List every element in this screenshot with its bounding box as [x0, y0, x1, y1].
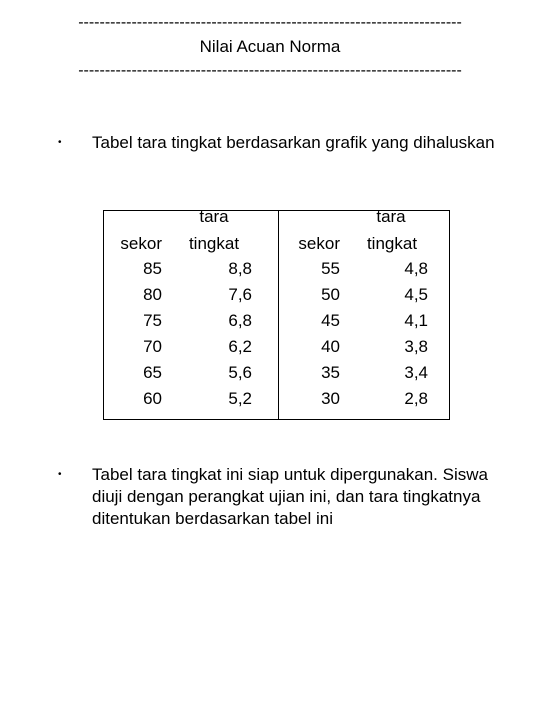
bullet-text-2: Tabel tara tingkat ini siap untuk dipergunakan. Siswa diuji dengan perangkat ujian ini, dan tara tingkatnya ditentukan berdasarkan tabel ini: [92, 465, 488, 528]
table-cell: 8,8: [228, 259, 252, 278]
header-left-tara: tara: [199, 207, 229, 226]
header-left-sekor: sekor: [120, 234, 162, 253]
table-cell: 7,6: [228, 285, 252, 304]
header-right-tara: tara: [376, 207, 406, 226]
table-cell: 55: [321, 259, 340, 278]
top-dashed-rule: ------------------------------------------------------------------------: [78, 14, 462, 31]
table-cell: 65: [143, 363, 162, 382]
table-cell: 35: [321, 363, 340, 382]
score-table: [103, 207, 450, 420]
table-cell: 3,8: [404, 337, 428, 356]
table-cell: 4,8: [404, 259, 428, 278]
bottom-dashed-rule: ------------------------------------------------------------------------: [78, 62, 462, 79]
header-right-sekor: sekor: [298, 234, 340, 253]
table-cell: 2,8: [404, 389, 428, 408]
table-cell: 3,4: [404, 363, 428, 382]
table-cell: 6,8: [228, 311, 252, 330]
table-cell: 4,1: [404, 311, 428, 330]
bullet-icon: •: [58, 469, 62, 480]
header-right-tingkat: tingkat: [366, 234, 418, 253]
table-cell: 60: [143, 389, 162, 408]
table-cell: 80: [143, 285, 162, 304]
table-cell: 30: [321, 389, 340, 408]
bullet-text-1: Tabel tara tingkat berdasarkan grafik yang dihaluskan: [92, 133, 495, 152]
table-cell: 5,2: [228, 389, 252, 408]
table-cell: 75: [143, 311, 162, 330]
table-cell: 45: [321, 311, 340, 330]
header-left-tingkat: tingkat: [188, 234, 240, 253]
page-title: Nilai Acuan Norma: [199, 37, 341, 56]
table-cell: 40: [321, 337, 340, 356]
table-cell: 85: [143, 259, 162, 278]
bullet-icon: •: [58, 137, 62, 148]
table-cell: 6,2: [228, 337, 252, 356]
table-cell: 50: [321, 285, 340, 304]
table-cell: 70: [143, 337, 162, 356]
table-cell: 4,5: [404, 285, 428, 304]
table-cell: 5,6: [228, 363, 252, 382]
